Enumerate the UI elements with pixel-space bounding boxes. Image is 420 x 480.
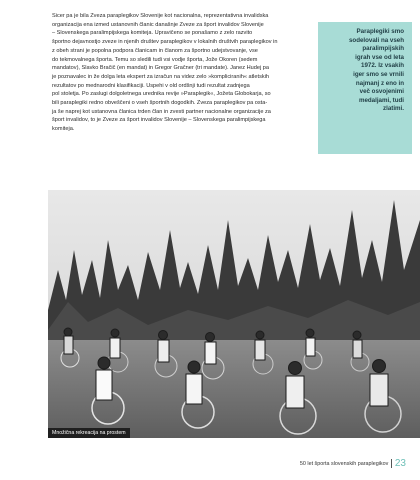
body-line: ja še naprej kot ustanovna članica trden član in zvesti partner nacionalne organizacije za — [52, 108, 271, 115]
photo-caption: Množična rekreacija na prostem — [48, 428, 130, 438]
body-line: rezultatov po mednarodni klasifikaciji. Uspehi v old ordšnji tudi rezultat zadnjega — [52, 82, 250, 89]
body-line: je poznavalec in že dolga leta ekspert za izračun na videz zelo »kompliciranih« atletskih — [52, 73, 270, 80]
pull-quote-line: najmanj z eno in — [355, 79, 404, 87]
body-line: – Slovenskega paralimpijskega komiteja. Upravičeno se ponašamo z zelo razvito — [52, 30, 253, 37]
pull-quote-line: Paraplegiki smo — [356, 28, 404, 35]
pull-quote-line: paralimpijskih — [362, 45, 404, 53]
photo-illustration — [48, 190, 420, 438]
body-line: pol stoletja. Po zaslugi dolgoletnega urednika revije »Paraplegik«, Jožeta Globokarja, so — [52, 91, 271, 98]
pull-quote — [318, 22, 412, 154]
body-line: bili paraplegiki redno obveščeni o vseh športnih dogodkih. Zveza paraplegikov pa osta- — [52, 100, 268, 107]
body-line: športno dejavnostjo zveze in njenih društev paraplegikov v lokalnih društvih paraplegikov in — [52, 39, 278, 46]
pull-quote-line: sodelovali na vseh — [348, 36, 404, 44]
body-line: šport invalidov, to je Zveze za šport invalidov Slovenije – Slovenskega paralimpijskega — [52, 117, 266, 124]
footer-divider — [391, 459, 392, 468]
pull-quote-line: več osvojenimi — [359, 88, 404, 96]
body-line: organizacija ena izmed ustanovnih članic današnje Zveze za šport invalidov Slovenije — [52, 21, 264, 28]
pull-quote-line: zlatimi. — [383, 105, 404, 113]
body-line: mandatov), Slavko Bračič (en mandat) in Gregor Gračner (tri mandate). Janez Hudej pa — [52, 65, 270, 72]
pull-quote-line: 1972. Iz vsakih — [361, 62, 404, 70]
pull-quote-line: igrah vse od leta — [355, 53, 404, 61]
outdoor-recreation-photo — [48, 190, 420, 438]
pull-quote-line: iger smo se vrnili — [353, 70, 404, 78]
footer-title: 50 let športa slovenskih paraplegikov — [299, 460, 389, 467]
body-line: z obeh strani je popolna podpora članicam in članom za športno udejstvovanje, vse — [52, 47, 258, 54]
body-line: komiteja. — [52, 126, 75, 133]
page-footer — [300, 458, 406, 469]
pull-quote-line: medaljami, tudi — [358, 96, 404, 104]
body-text — [52, 12, 304, 134]
body-line: Sicer pa je bila Zveza paraplegikov Slovenije kot nacionalna, reprezentativna invalidska — [52, 13, 269, 19]
page-number: 23 — [394, 458, 406, 469]
body-line: do tekmovalnega športa. Temu so sledili tudi vsi vodje športa, Jože Okoren (sedem — [52, 56, 258, 63]
